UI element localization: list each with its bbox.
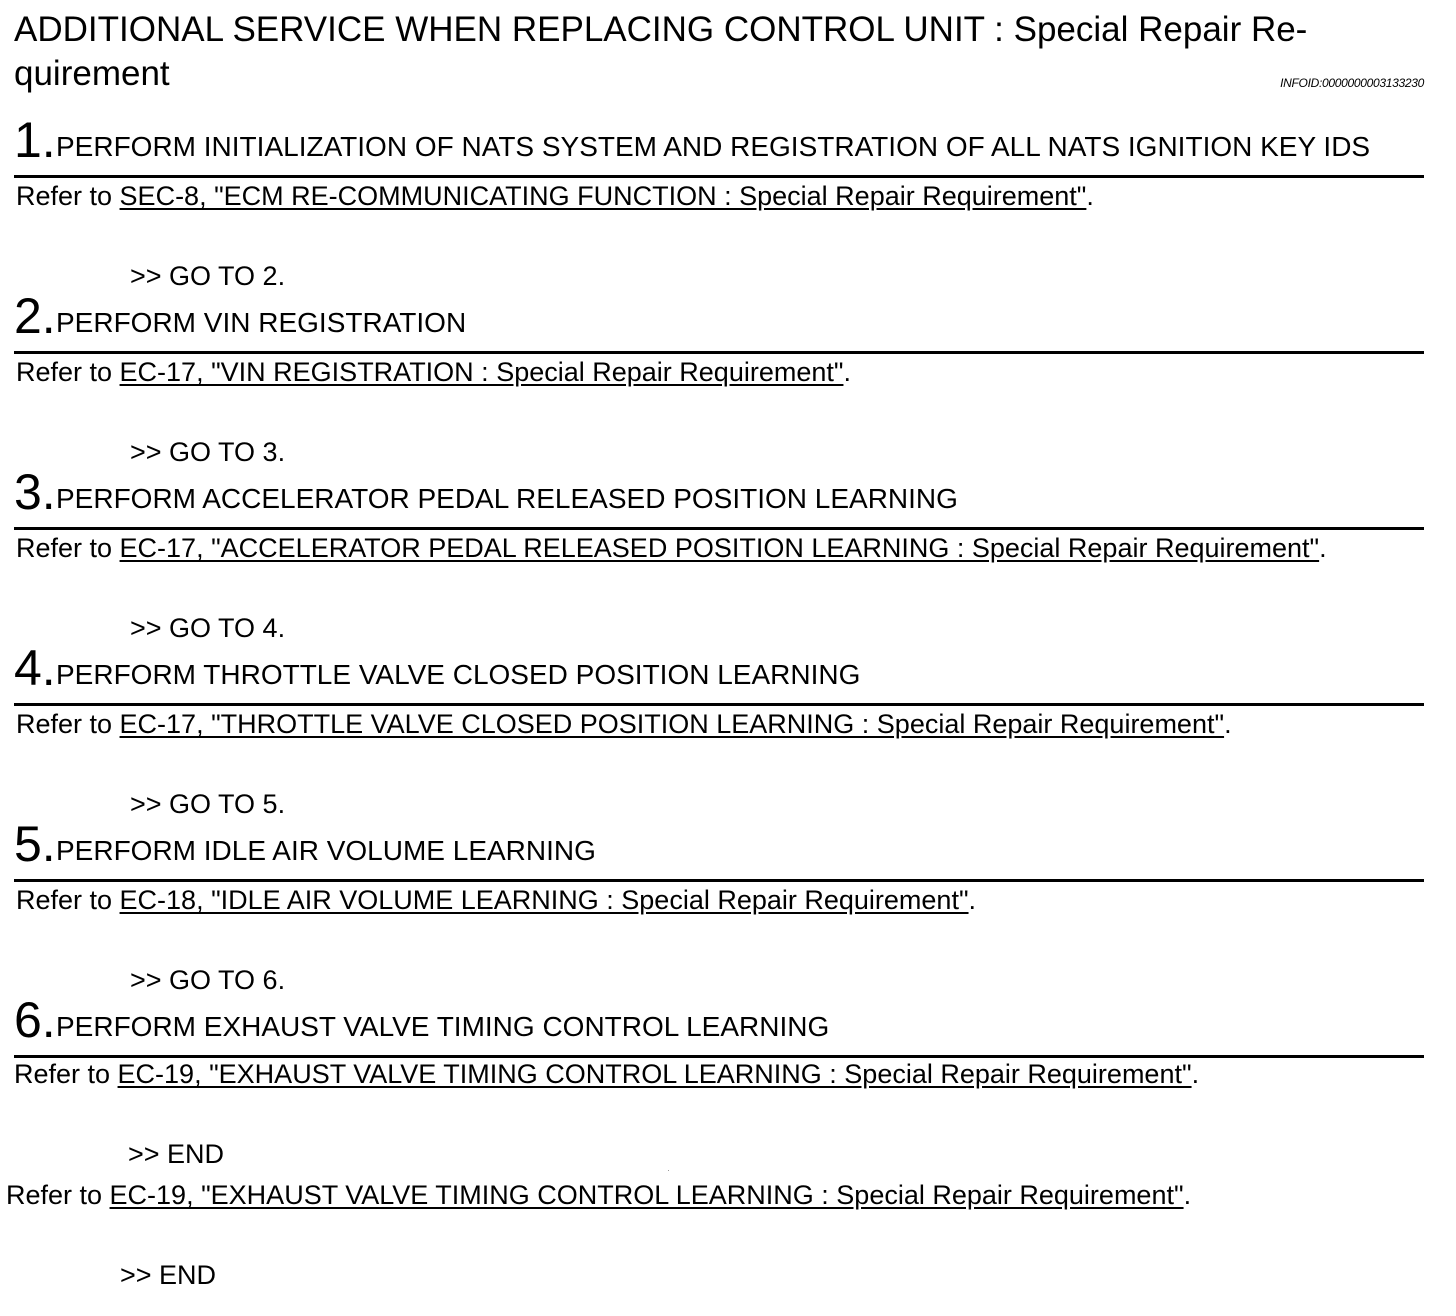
- refer-prefix: Refer to: [14, 1059, 118, 1089]
- step-reference-1: [16, 180, 1094, 212]
- step-reference-3: [16, 532, 1327, 564]
- step-goto-1: >> GO TO 2.: [130, 261, 286, 291]
- step-title: PERFORM THROTTLE VALVE CLOSED POSITION LEARNING: [56, 659, 861, 690]
- step-title: PERFORM INITIALIZATION OF NATS SYSTEM AND REGISTRATION OF ALL NATS IGNITION KEY IDS: [56, 131, 1371, 162]
- step-number: 3.: [14, 464, 56, 520]
- refer-suffix: .: [1183, 1180, 1192, 1210]
- step-header-2: [14, 288, 1424, 354]
- info-id: INFOID:0000000003133230: [1280, 76, 1424, 90]
- step-goto-2: >> GO TO 3.: [130, 437, 286, 467]
- trailing-reference: [6, 1179, 1191, 1211]
- refer-suffix: .: [968, 885, 977, 915]
- reference-link[interactable]: SEC-8, "ECM RE-COMMUNICATING FUNCTION : Special Repair Requirement": [119, 181, 1087, 211]
- step-number: 1.: [14, 112, 56, 168]
- step-title: PERFORM VIN REGISTRATION: [56, 307, 467, 338]
- reference-link[interactable]: EC-17, "VIN REGISTRATION : Special Repair Requirement": [119, 357, 844, 387]
- step-reference-4: [16, 708, 1232, 740]
- step-reference-5: [16, 884, 976, 916]
- reference-link[interactable]: EC-18, "IDLE AIR VOLUME LEARNING : Special Repair Requirement": [119, 885, 969, 915]
- refer-suffix: .: [1224, 709, 1232, 739]
- refer-suffix: .: [1086, 181, 1094, 211]
- step-goto-5: >> GO TO 6.: [130, 965, 286, 995]
- step-header-5: [14, 816, 1424, 882]
- step-title: PERFORM EXHAUST VALVE TIMING CONTROL LEARNING: [56, 1011, 830, 1042]
- step-reference-6: [14, 1058, 1199, 1090]
- trailing-goto: >> END: [120, 1260, 217, 1290]
- step-title: PERFORM IDLE AIR VOLUME LEARNING: [56, 835, 596, 866]
- step-header-1: [14, 112, 1424, 178]
- step-number: 4.: [14, 640, 56, 696]
- refer-prefix: Refer to: [16, 533, 120, 563]
- step-header-4: [14, 640, 1424, 706]
- refer-suffix: .: [1319, 533, 1327, 563]
- step-header-3: [14, 464, 1424, 530]
- step-number: 2.: [14, 288, 56, 344]
- step-header-6: [14, 992, 1424, 1058]
- refer-prefix: Refer to: [16, 357, 120, 387]
- refer-suffix: .: [1191, 1059, 1200, 1089]
- refer-prefix: Refer to: [16, 181, 120, 211]
- refer-prefix: Refer to: [16, 885, 120, 915]
- step-number: 6.: [14, 992, 56, 1048]
- reference-link[interactable]: EC-19, "EXHAUST VALVE TIMING CONTROL LEARNING : Special Repair Requirement": [117, 1059, 1192, 1089]
- reference-link[interactable]: EC-17, "THROTTLE VALVE CLOSED POSITION LEARNING : Special Repair Requirement": [119, 709, 1225, 739]
- refer-prefix: Refer to: [6, 1180, 110, 1210]
- step-title: PERFORM ACCELERATOR PEDAL RELEASED POSITION LEARNING: [56, 483, 958, 514]
- refer-prefix: Refer to: [16, 709, 120, 739]
- refer-suffix: .: [843, 357, 851, 387]
- page-title: ADDITIONAL SERVICE WHEN REPLACING CONTROL UNIT : Special Repair Re-quirement: [14, 10, 1308, 93]
- reference-link[interactable]: EC-17, "ACCELERATOR PEDAL RELEASED POSITION LEARNING : Special Repair Requirement": [119, 533, 1320, 563]
- step-goto-6: >> END: [128, 1139, 225, 1169]
- stray-dot: [668, 1170, 669, 1171]
- step-reference-2: [16, 356, 851, 388]
- reference-link[interactable]: EC-19, "EXHAUST VALVE TIMING CONTROL LEARNING : Special Repair Requirement": [109, 1180, 1184, 1210]
- step-goto-3: >> GO TO 4.: [130, 613, 286, 643]
- step-goto-4: >> GO TO 5.: [130, 789, 286, 819]
- step-number: 5.: [14, 816, 56, 872]
